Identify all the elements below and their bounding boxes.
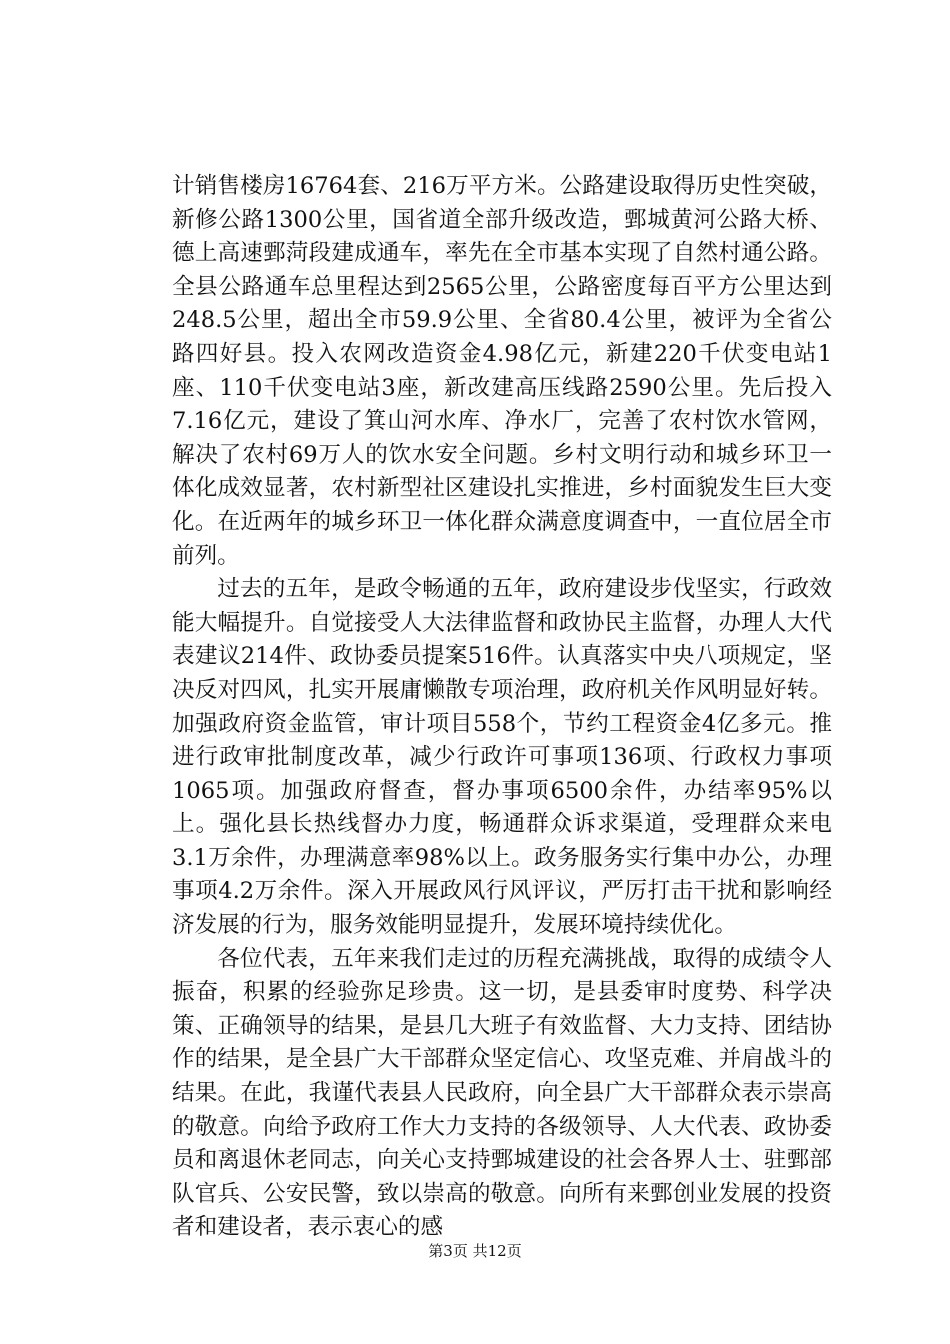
paragraph-acknowledgement: 各位代表，五年来我们走过的历程充满挑战，取得的成绩令人振奋，积累的经验弥足珍贵。这一切，是县委审时度势、科学决策、正确领导的结果，是县几大班子有效监督、大力支持、团结协作的结果，是全县广大干部群众坚定信心、攻坚克难、并肩战斗的结果。在此，我谨代表县人民政府，向全县广大干部群众表示崇高的敬意。向给予政府工作大力支持的各级领导、人大代表、政协委员和离退休老同志，向关心支持鄄城建设的社会各界人士、驻鄄部队官兵、公安民警，致以崇高的敬意。向所有来鄄创业发展的投资者和建设者，表示衷心的感 — [172, 945, 832, 1241]
document-body — [172, 170, 832, 1245]
paragraph-continuation: 计销售楼房16764套、216万平方米。公路建设取得历史性突破，新修公路1300公里，国省道全部升级改造，鄄城黄河公路大桥、德上高速鄄菏段建成通车，率先在全市基本实现了自然村通公路。全县公路通车总里程达到2565公里，公路密度每百平方公里达到248.5公里，超出全市59.9公里、全省80.4公里，被评为全省公路四好县。投入农网改造资金4.98亿元，新建220千伏变电站1座、110千伏变电站3座，新改建高压线路2590公里。先后投入7.16亿元，建设了箕山河水库、净水厂，完善了农村饮水管网，解决了农村69万人的饮水安全问题。乡村文明行动和城乡环卫一体化成效显著，农村新型社区建设扎实推进，乡村面貌发生巨大变化。在近两年的城乡环卫一体化群众满意度调查中，一直位居全市前列。 — [172, 173, 832, 569]
page-number-footer: 第3页 共12页 — [428, 1242, 522, 1260]
paragraph-government-efficiency: 过去的五年，是政令畅通的五年，政府建设步伐坚实，行政效能大幅提升。自觉接受人大法律监督和政协民主监督，办理人大代表建议214件、政协委员提案516件。认真落实中央八项规定，坚决反对四风，扎实开展庸懒散专项治理，政府机关作风明显好转。加强政府资金监管，审计项目558个，节约工程资金4亿多元。推进行政审批制度改革，减少行政许可事项136项、行政权力事项1065项。加强政府督查，督办事项6500余件，办结率95%以上。强化县长热线督办力度，畅通群众诉求渠道，受理群众来电3.1万余件，办理满意率98%以上。政务服务实行集中办公，办理事项4.2万余件。深入开展政风行风评议，严厉打击干扰和影响经济发展的行为，服务效能明显提升，发展环境持续优化。 — [172, 576, 832, 939]
